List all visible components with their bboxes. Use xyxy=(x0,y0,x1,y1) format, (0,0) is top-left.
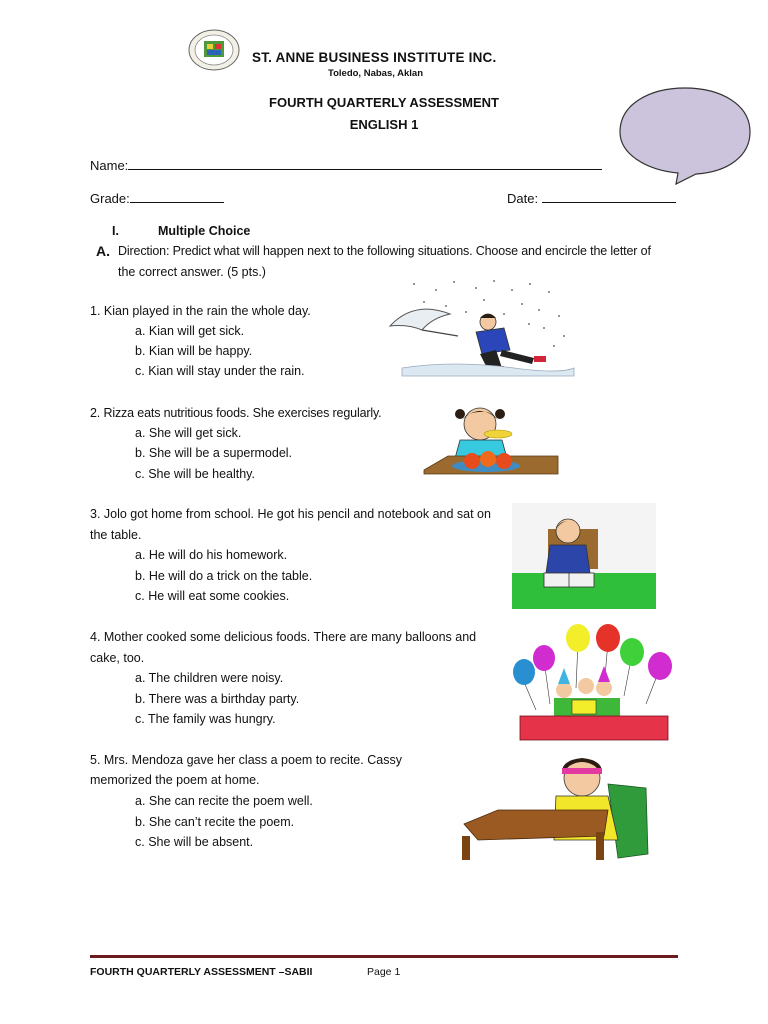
question-5-option-a[interactable]: a. She can recite the poem well. xyxy=(135,794,313,808)
question-5-text-line-2: memorized the poem at home. xyxy=(90,773,260,787)
name-field[interactable] xyxy=(90,157,602,173)
school-address: Toledo, Nabas, Aklan xyxy=(328,68,424,79)
grade-field[interactable] xyxy=(90,190,224,206)
question-4-option-b[interactable]: b. There was a birthday party. xyxy=(135,692,300,706)
subject-title: ENGLISH 1 xyxy=(349,117,419,132)
question-3-text-line-2: the table. xyxy=(90,528,142,542)
boy-at-table-illustration xyxy=(512,503,656,609)
girl-eating-fruits-illustration xyxy=(420,400,560,480)
question-4-text-line-1: 4. Mother cooked some delicious foods. There are many balloons and xyxy=(90,630,477,644)
name-label: Name: xyxy=(90,158,129,173)
question-3-option-b[interactable]: b. He will do a trick on the table. xyxy=(135,569,313,583)
girl-thinking-illustration xyxy=(458,754,654,862)
question-2-option-b[interactable]: b. She will be a supermodel. xyxy=(135,446,293,460)
question-1-option-b[interactable]: b. Kian will be happy. xyxy=(135,344,253,358)
direction-line-1: Direction: Predict what will happen next to the following situations. Choose and encircle the letter of xyxy=(118,244,651,258)
grade-label: Grade: xyxy=(90,191,130,206)
question-3-option-a[interactable]: a. He will do his homework. xyxy=(135,548,288,562)
question-3-option-c[interactable]: c. He will eat some cookies. xyxy=(135,589,290,603)
date-field[interactable] xyxy=(507,190,676,206)
question-5-option-c[interactable]: c. She will be absent. xyxy=(135,835,254,849)
date-line[interactable] xyxy=(542,190,676,203)
page-number: Page 1 xyxy=(367,966,401,978)
question-1-text: 1. Kian played in the rain the whole day. xyxy=(90,304,311,318)
name-line[interactable] xyxy=(128,157,602,170)
footer-title: FOURTH QUARTERLY ASSESSMENT –SABII xyxy=(90,966,313,978)
school-seal-logo xyxy=(188,29,240,71)
question-1-option-c[interactable]: c. Kian will stay under the rain. xyxy=(135,364,305,378)
question-3-text-line-1: 3. Jolo got home from school. He got his pencil and notebook and sat on xyxy=(90,507,491,521)
question-4-option-c[interactable]: c. The family was hungry. xyxy=(135,712,276,726)
section-title: Multiple Choice xyxy=(158,224,251,238)
question-2-option-c[interactable]: c. She will be healthy. xyxy=(135,467,255,481)
assessment-title: FOURTH QUARTERLY ASSESSMENT xyxy=(269,95,499,110)
question-5-text-line-1: 5. Mrs. Mendoza gave her class a poem to recite. Cassy xyxy=(90,753,402,767)
question-4-option-a[interactable]: a. The children were noisy. xyxy=(135,671,284,685)
boy-in-rain-illustration xyxy=(384,276,580,380)
question-1-option-a[interactable]: a. Kian will get sick. xyxy=(135,324,245,338)
school-name: ST. ANNE BUSINESS INSTITUTE INC. xyxy=(252,50,497,65)
grade-line[interactable] xyxy=(130,190,224,203)
question-2-option-a[interactable]: a. She will get sick. xyxy=(135,426,242,440)
section-number: I. xyxy=(112,224,119,238)
question-4-text-line-2: cake, too. xyxy=(90,651,145,665)
question-2-text: 2. Rizza eats nutritious foods. She exercises regularly. xyxy=(90,406,382,420)
question-5-option-b[interactable]: b. She can’t recite the poem. xyxy=(135,815,295,829)
direction-line-2: the correct answer. (5 pts.) xyxy=(118,265,266,279)
birthday-party-illustration xyxy=(506,624,680,746)
part-letter: A. xyxy=(96,243,110,259)
footer-rule xyxy=(90,955,678,958)
date-label: Date: xyxy=(507,191,539,206)
